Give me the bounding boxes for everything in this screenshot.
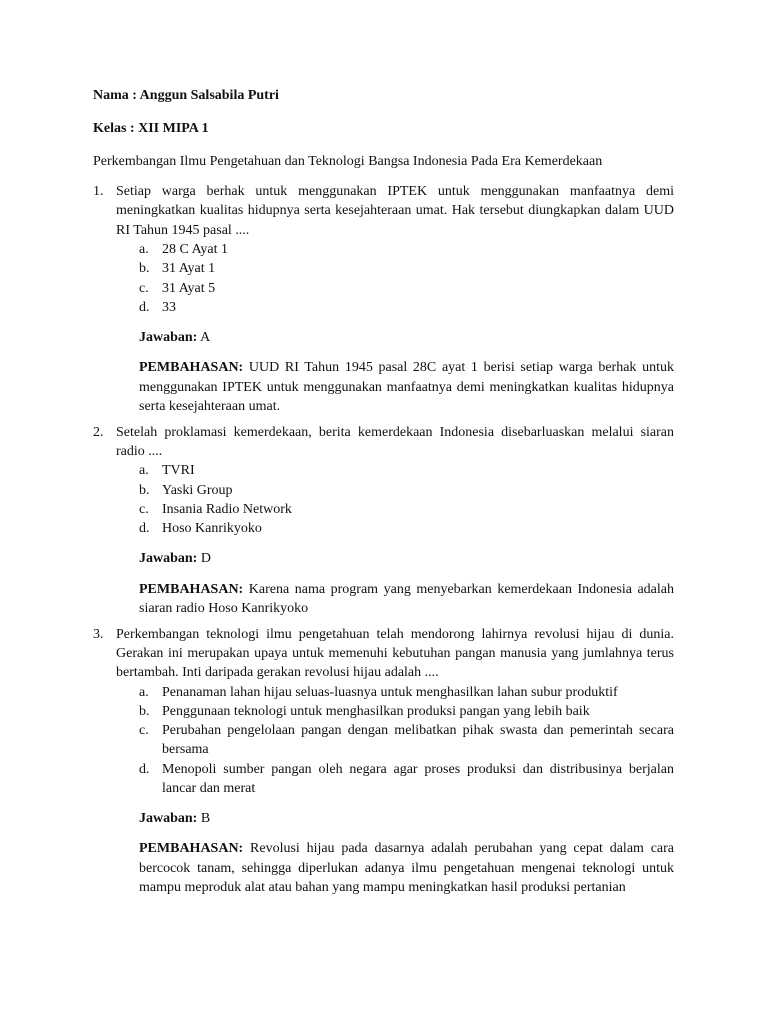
option-text: Hoso Kanrikyoko: [162, 521, 262, 537]
answer-label: Jawaban:: [139, 810, 198, 826]
option-text: Penggunaan teknologi untuk menghasilkan produksi pangan yang lebih baik: [162, 703, 590, 719]
answer-value: A: [200, 330, 211, 346]
name-line: [93, 86, 674, 105]
option-text: Yaski Group: [162, 482, 233, 498]
discussion: [139, 358, 674, 416]
discussion-text: UUD RI Tahun 1945 pasal 28C ayat 1 berisi setiap warga berhak untuk menggunakan IPTEK untuk menggunakan manfaatnya demi meningkatkan kualitas hidupnya serta kesejahteraan umat.: [139, 360, 675, 415]
question-1: [93, 182, 674, 417]
option-c: [139, 721, 674, 759]
option-list: [139, 240, 674, 317]
question-text: Setelah proklamasi kemerdekaan, berita kemerdekaan Indonesia disebarluaskan melalui siaran radio ....: [116, 424, 674, 460]
option-text: Insania Radio Network: [162, 501, 292, 517]
option-b: [139, 259, 674, 278]
document-page: [93, 86, 674, 904]
option-letter: d.: [139, 299, 150, 315]
option-letter: b.: [139, 703, 150, 719]
discussion-label: PEMBAHASAN:: [139, 360, 244, 376]
answer-value: D: [200, 551, 211, 567]
question-number: 2.: [93, 424, 104, 440]
answer-value: B: [200, 810, 211, 826]
option-letter: a.: [139, 242, 149, 258]
question-3: [93, 625, 674, 898]
answer-line: [139, 549, 674, 568]
discussion: [139, 580, 674, 619]
discussion: [139, 839, 674, 897]
document-title: Perkembangan Ilmu Pengetahuan dan Teknologi Bangsa Indonesia Pada Era Kemerdekaan: [93, 154, 603, 169]
option-list: [139, 683, 674, 798]
class-value: : XII MIPA 1: [129, 121, 209, 136]
question-text: Perkembangan teknologi ilmu pengetahuan telah mendorong lahirnya revolusi hijau di dunia. Gerakan ini merupakan upaya untuk memenuhi kebutuhan pangan manusia yang jumlahnya terus bertambah. Inti daripada gerakan revolusi hijau adalah ....: [116, 626, 674, 681]
option-letter: a.: [139, 684, 149, 700]
option-text: Menopoli sumber pangan oleh negara agar proses produksi dan distribusinya berjalan lancar dan merat: [162, 761, 674, 796]
option-list: [139, 461, 674, 538]
option-a: [139, 240, 674, 259]
discussion-label: PEMBAHASAN:: [139, 581, 244, 597]
answer-label: Jawaban:: [139, 330, 198, 346]
option-letter: c.: [139, 501, 149, 517]
discussion-text: Revolusi hijau pada dasarnya adalah perubahan yang cepat dalam cara bercocok tanam, sehingga diperlukan adanya ilmu pengetahuan mengenai teknologi untuk mampu meproduk alat atau bahan yang mampu meningkatkan hasil produksi pertanian: [139, 841, 675, 896]
name-value: : Anggun Salsabila Putri: [132, 88, 279, 103]
option-text: 31 Ayat 5: [162, 280, 216, 296]
option-text: 33: [162, 299, 176, 315]
option-a: [139, 683, 674, 702]
option-letter: c.: [139, 280, 149, 296]
question-number: 3.: [93, 626, 104, 642]
option-d: [139, 519, 674, 538]
name-label: Nama: [93, 88, 129, 103]
option-letter: b.: [139, 482, 150, 498]
discussion-text: Karena nama program yang menyebarkan kemerdekaan Indonesia adalah siaran radio Hoso Kanrikyoko: [139, 581, 674, 617]
option-a: [139, 461, 674, 480]
option-letter: d.: [139, 521, 150, 537]
option-letter: c.: [139, 723, 149, 739]
option-letter: b.: [139, 261, 150, 277]
question-text: Setiap warga berhak untuk menggunakan IPTEK untuk menggunakan manfaatnya demi meningkatkan kualitas hidupnya serta kesejahteraan umat. Hak tersebut diungkapkan dalam UUD RI Tahun 1945 pasal ....: [116, 184, 674, 238]
discussion-label: PEMBAHASAN:: [139, 841, 244, 857]
option-text: Perubahan pengelolaan pangan dengan melibatkan pihak swasta dan pemerintah secara bersama: [162, 723, 674, 758]
option-d: [139, 760, 674, 798]
answer-label: Jawaban:: [139, 551, 198, 567]
answer-line: [139, 328, 674, 347]
option-c: [139, 500, 674, 519]
option-text: 31 Ayat 1: [162, 261, 216, 277]
option-letter: d.: [139, 761, 150, 777]
option-text: Penanaman lahan hijau seluas-luasnya untuk menghasilkan lahan subur produktif: [162, 684, 618, 700]
option-letter: a.: [139, 463, 149, 479]
option-d: [139, 298, 674, 317]
option-c: [139, 279, 674, 298]
question-number: 1.: [93, 184, 104, 199]
option-text: 28 C Ayat 1: [162, 242, 228, 258]
class-label: Kelas: [93, 121, 127, 136]
answer-line: [139, 809, 674, 828]
option-b: [139, 702, 674, 721]
option-b: [139, 481, 674, 500]
question-2: [93, 423, 674, 619]
class-line: [93, 119, 674, 138]
option-text: TVRI: [162, 463, 195, 479]
